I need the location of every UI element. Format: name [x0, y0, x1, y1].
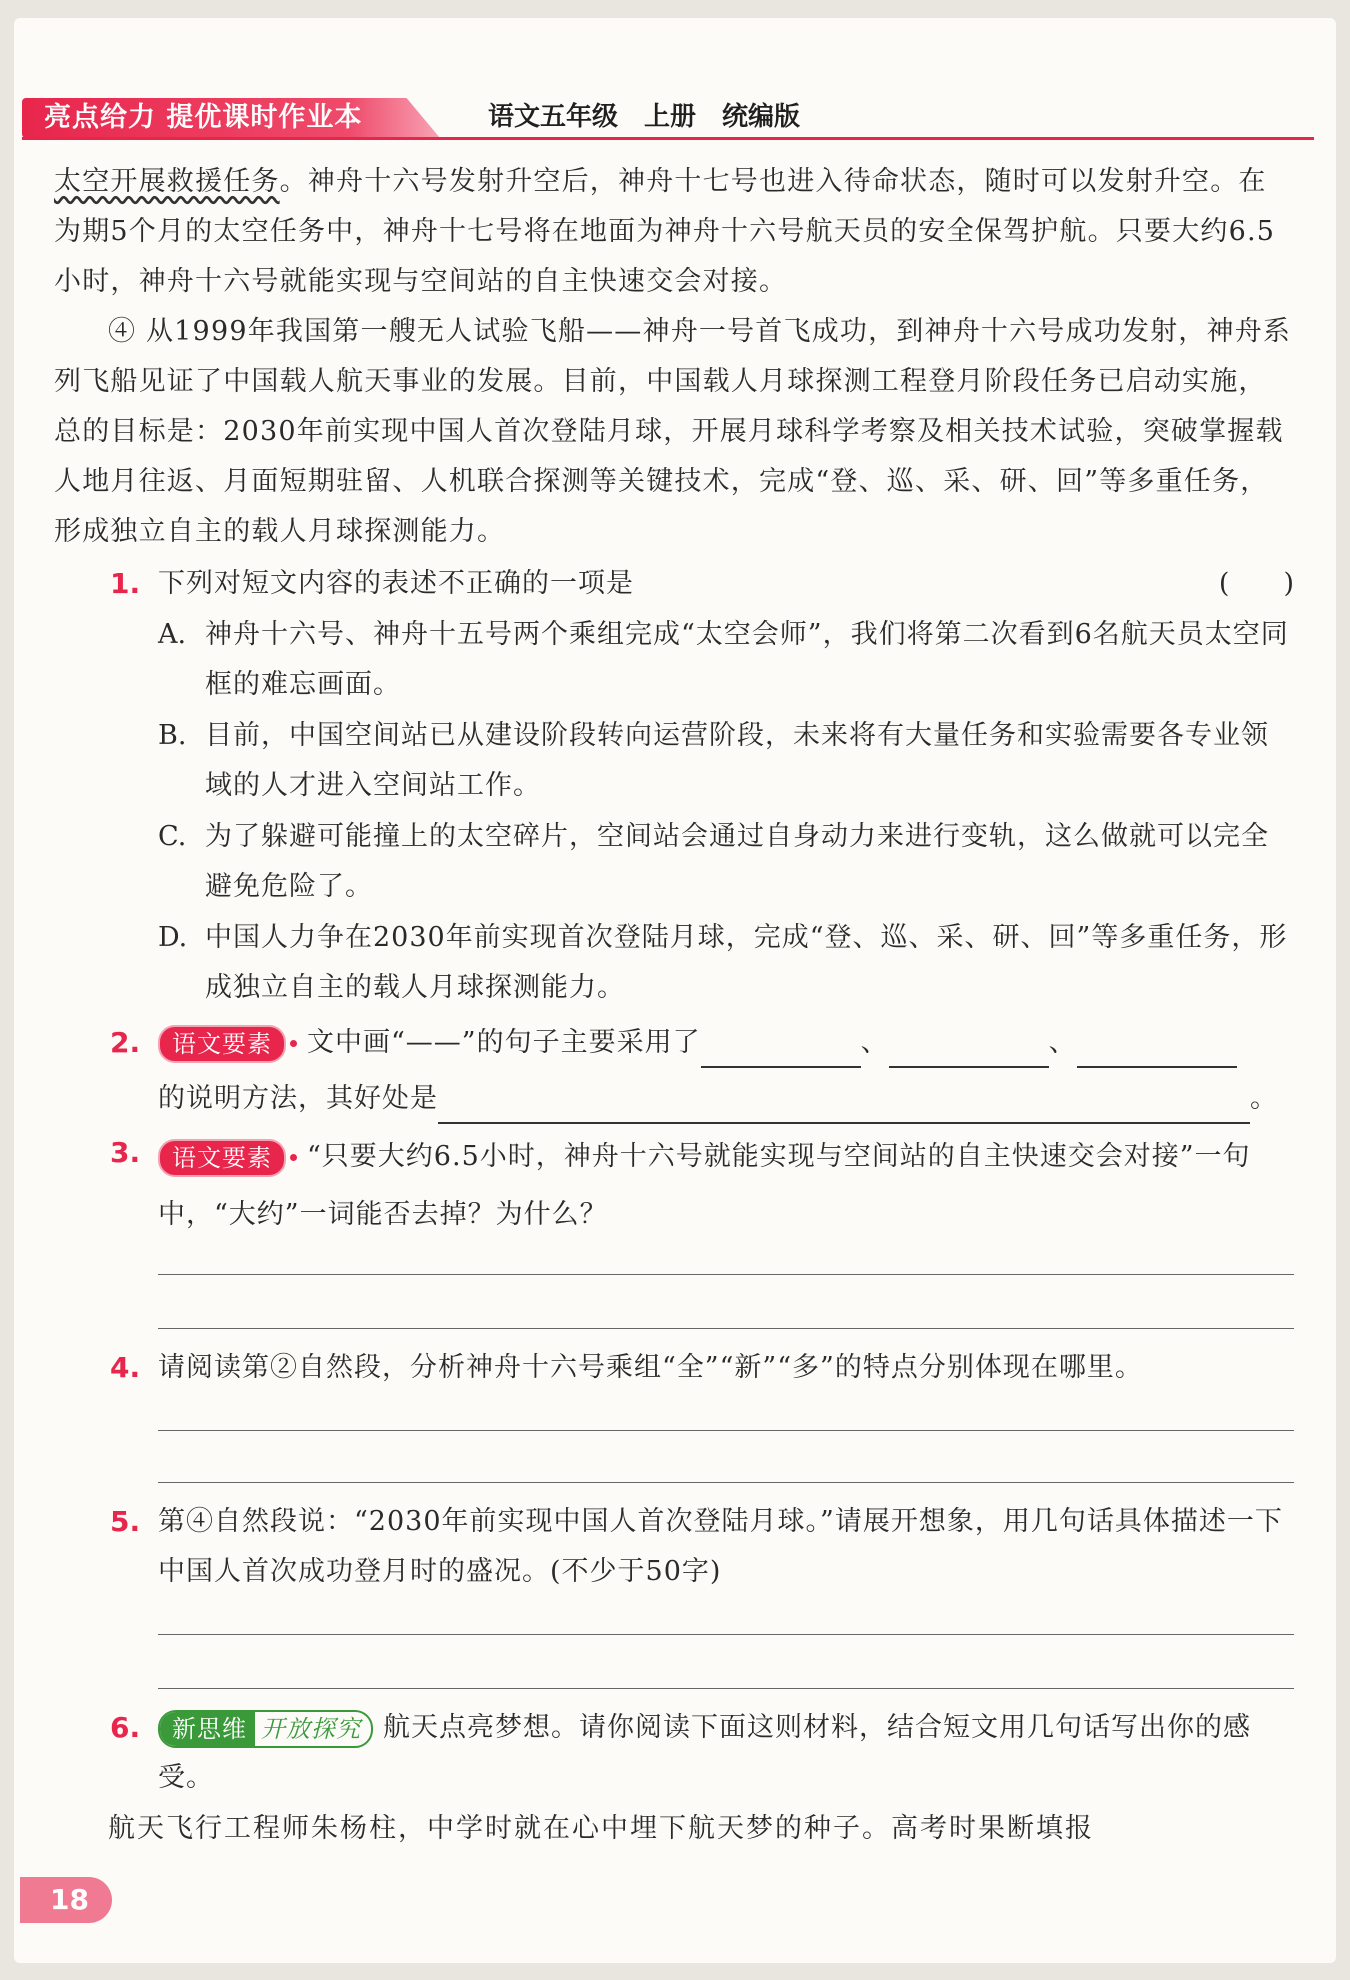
tag-sublabel: 开放探究 — [261, 1714, 361, 1743]
answer-line[interactable] — [158, 1328, 1294, 1329]
separator: 、 — [860, 1027, 889, 1058]
option-text: 中国人力争在2030年前实现首次登陆月球，完成“登、巡、采、研、回”等多重任务，形成独立自主的载人月球探测能力。 — [205, 922, 1288, 1003]
separator: 、 — [1048, 1027, 1077, 1058]
yuwen-yaosu-tag: 语文要素 — [158, 1025, 286, 1063]
question-text: “只要大约6.5小时，神舟十六号就能实现与空间站的自主快速交会对接”一句中，“大约”一词能否去掉？为什么？ — [158, 1141, 1251, 1230]
reading-material: 航天飞行工程师朱杨柱，中学时就在心中埋下航天梦的种子。高考时果断填报 — [108, 1813, 1094, 1844]
answer-line[interactable] — [158, 1274, 1294, 1275]
question-text: 文中画“——”的句子主要采用了 — [307, 1027, 701, 1058]
question-number: 2. — [110, 1026, 141, 1059]
question-text: 的说明方法，其好处是 — [158, 1083, 438, 1114]
question-number: 1. — [110, 567, 141, 600]
tag-dot — [290, 1040, 297, 1047]
passage-paragraph-4: ④ 从1999年我国第一艘无人试验飞船——神舟一号首飞成功，到神舟十六号成功发射，神舟系列飞船见证了中国载人航天事业的发展。目前，中国载人月球探测工程登月阶段任务已启动实施，总的目标是：2030年前实现中国人首次登陆月球，开展月球科学考察及相关技术试验，突破掌握载人地月往返、月面短期驻留、人机联合探测等关键技术，完成“登、巡、采、研、回”等多重任务，形成独立自主的载人月球探测能力。 — [54, 316, 1292, 547]
question-2-line-2 — [158, 1074, 1294, 1124]
option-text: 神舟十六号、神舟十五号两个乘组完成“太空会师”，我们将第二次看到6名航天员太空同框的难忘画面。 — [205, 619, 1289, 700]
passage-paragraph-3 — [54, 157, 1294, 307]
answer-line[interactable] — [158, 1634, 1294, 1635]
option-label[interactable]: A. — [158, 619, 187, 650]
question-number: 3. — [110, 1136, 141, 1169]
option-text: 为了躲避可能撞上的太空碎片，空间站会通过自身动力来进行变轨，这么做就可以完全避免危险了。 — [205, 821, 1269, 902]
period: 。 — [1250, 1083, 1278, 1114]
question-number: 6. — [110, 1711, 141, 1744]
passage-text: 。神舟十六号发射升空后，神舟十七号也进入待命状态，随时可以发射升空。在为期5个月的太空任务中，神舟十七号将在地面为神舟十六号航天员的安全保驾护航。只要大约6.5小时，神舟十六号就能实现与空间站的自主快速交会对接。 — [54, 166, 1276, 297]
question-6 — [158, 1703, 1294, 1803]
question-text: 请阅读第②自然段，分析神舟十六号乘组“全”“新”“多”的特点分别体现在哪里。 — [158, 1352, 1143, 1383]
xin-siwei-tag — [158, 1710, 373, 1748]
header-brand: 亮点给力 提优课时作业本 — [44, 102, 363, 133]
option-label[interactable]: D. — [158, 922, 188, 953]
option-text: 目前，中国空间站已从建设阶段转向运营阶段，未来将有大量任务和实验需要各专业领域的人才进入空间站工作。 — [205, 720, 1269, 801]
question-text: 航天点亮梦想。请你阅读下面这则材料，结合短文用几句话写出你的感受。 — [158, 1712, 1251, 1793]
answer-bracket[interactable]: ( ) — [1218, 568, 1294, 599]
question-text: 第④自然段说：“2030年前实现中国人首次登陆月球。”请展开想象，用几句话具体描述一下中国人首次成功登月时的盛况。(不少于50字) — [158, 1506, 1283, 1587]
answer-line[interactable] — [158, 1482, 1294, 1483]
answer-line[interactable] — [158, 1688, 1294, 1689]
option-label[interactable]: C. — [158, 821, 187, 852]
fill-blank-1[interactable] — [701, 1036, 861, 1068]
fill-blank-4[interactable] — [438, 1092, 1250, 1124]
question-number: 5. — [110, 1505, 141, 1538]
fill-blank-3[interactable] — [1077, 1036, 1237, 1068]
question-2-line-1 — [158, 1018, 1294, 1068]
question-3 — [158, 1128, 1294, 1244]
yuwen-yaosu-tag: 语文要素 — [158, 1139, 286, 1177]
answer-line[interactable] — [158, 1430, 1294, 1431]
option-label[interactable]: B. — [158, 720, 187, 751]
question-number: 4. — [110, 1351, 141, 1384]
header-rule — [22, 137, 1314, 140]
underlined-sentence: 太空开展救援任务 — [54, 166, 280, 197]
header-title: 语文五年级 上册 统编版 — [488, 102, 801, 132]
page-number: 18 — [20, 1877, 112, 1923]
fill-blank-2[interactable] — [889, 1036, 1049, 1068]
tag-dot — [290, 1154, 297, 1161]
tag-label: 新思维 — [160, 1712, 255, 1746]
question-text: 下列对短文内容的表述不正确的一项是 — [158, 568, 634, 599]
